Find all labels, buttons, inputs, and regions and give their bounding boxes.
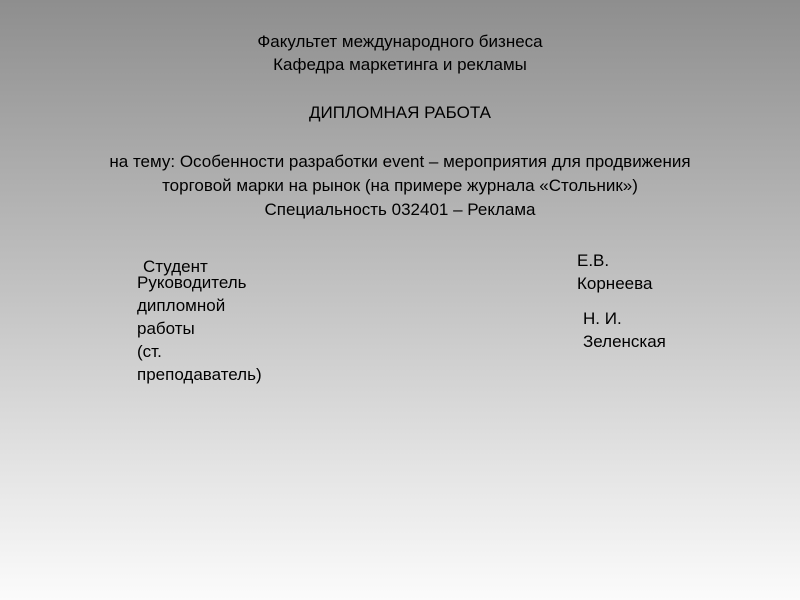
supervisor-label-line: работы — [137, 319, 195, 338]
department-name: Кафедра маркетинга и рекламы — [273, 55, 527, 74]
topic-line-1: на тему: Особенности разработки event – мероприятия для продвижения — [109, 152, 691, 171]
topic-line-2: торговой марки на рынок (на примере журнала «Стольник») — [162, 176, 638, 195]
supervisor-name-line: Зеленская — [583, 332, 666, 351]
supervisor-name — [583, 307, 666, 353]
student-name-line: Корнеева — [577, 274, 653, 293]
student-name-line: Е.В. — [577, 251, 610, 270]
student-name — [577, 249, 652, 295]
faculty-name: Факультет международного бизнеса — [257, 32, 543, 51]
student-label: Студент — [143, 257, 208, 276]
supervisor-label-line: дипломной — [137, 296, 226, 315]
work-type-title: ДИПЛОМНАЯ РАБОТА — [309, 103, 491, 122]
supervisor-label-line: (ст. — [137, 342, 162, 361]
supervisor-label-line: Руководитель — [137, 273, 247, 292]
specialty: Специальность 032401 – Реклама — [264, 200, 536, 219]
supervisor-name-line: Н. И. — [583, 309, 622, 328]
supervisor-label — [137, 271, 262, 386]
supervisor-label-line: преподаватель) — [137, 365, 262, 384]
